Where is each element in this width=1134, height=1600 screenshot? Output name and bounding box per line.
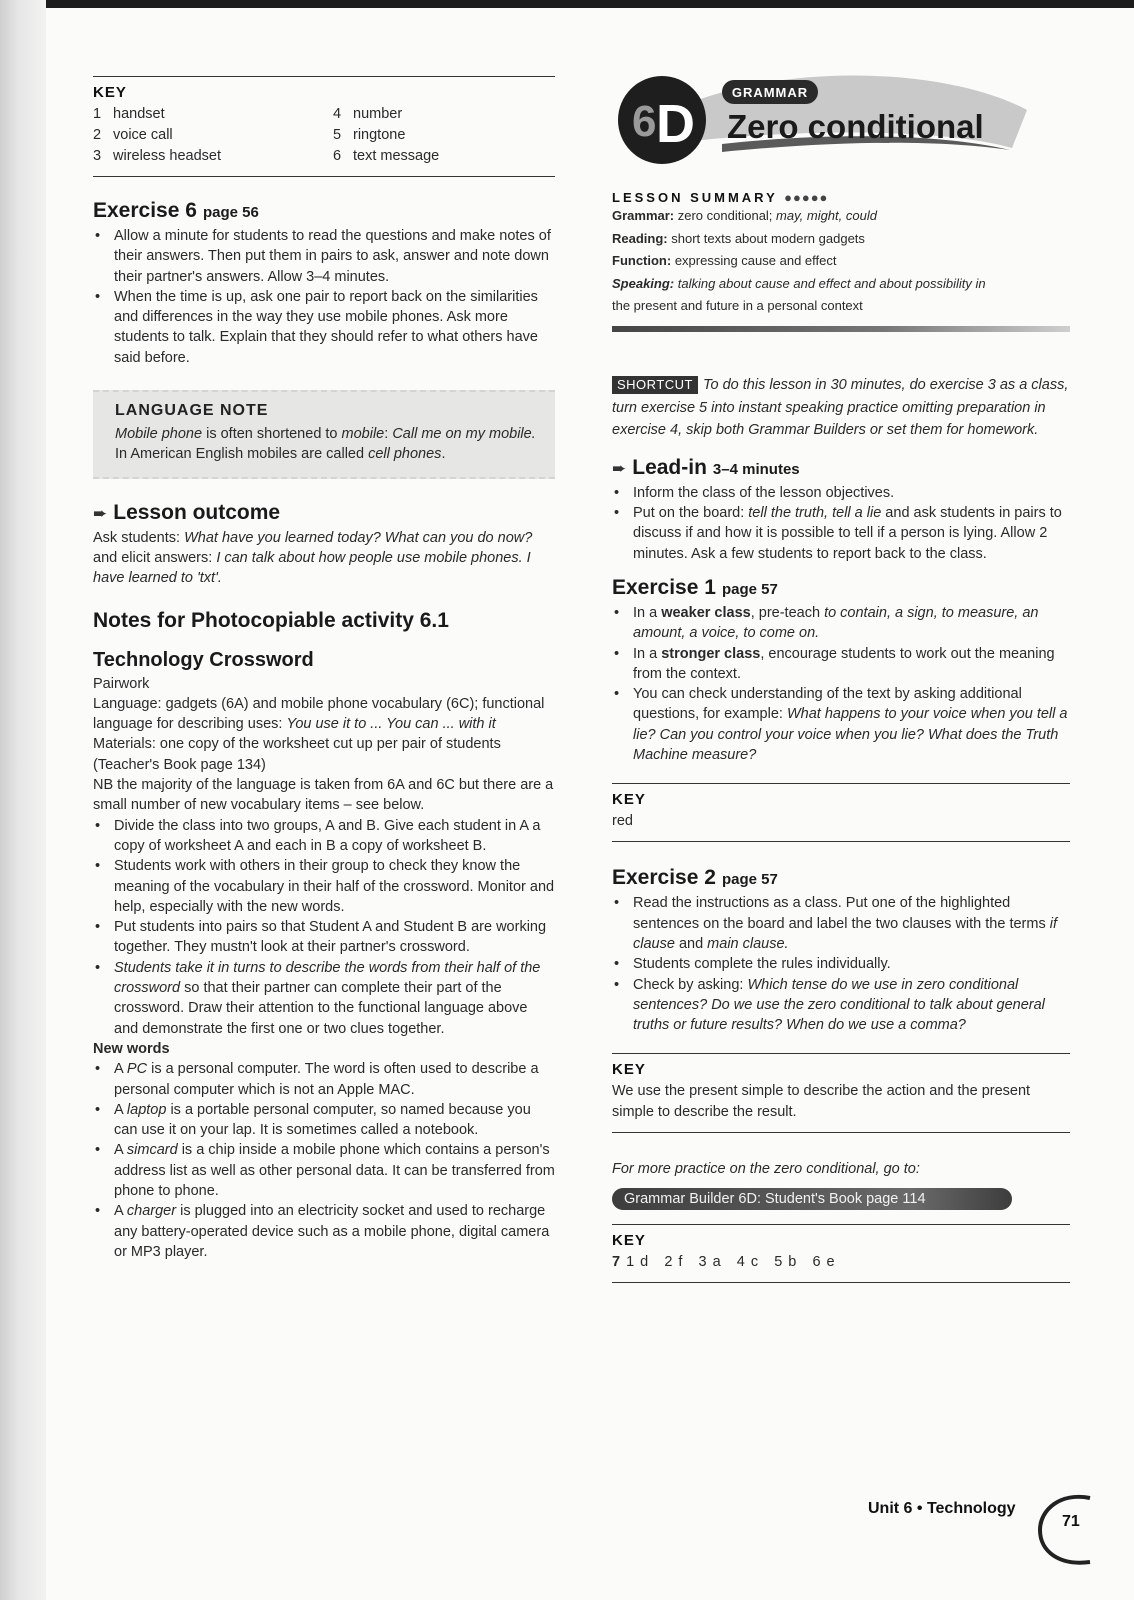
crossword-mode: Pairwork xyxy=(93,675,150,692)
lesson-badge xyxy=(612,70,1052,170)
crossword-nb: NB the majority of the language is taken from 6A and 6C but there are a small number of new vocabulary items – see below. xyxy=(93,777,554,814)
lesson-outcome-section xyxy=(93,501,555,589)
key-title: KEY xyxy=(93,84,127,101)
new-words-heading: New words xyxy=(93,1040,170,1057)
key-item: 4 number xyxy=(333,106,403,122)
key-item: 5 ringtone xyxy=(333,127,406,143)
exercise-1-bullets xyxy=(612,603,1070,765)
shortcut-tag: SHORTCUT xyxy=(612,376,698,394)
more-practice-text: For more practice on the zero conditional, go to: xyxy=(612,1161,920,1178)
list-item: • Students work with others in their group to check they know the meaning of the vocabulary in their half of the crossword. Monitor and help, especially with the new words. xyxy=(93,856,555,917)
key-item: 3 wireless headset xyxy=(93,148,221,164)
crossword-bullets xyxy=(93,816,555,1039)
grammar-label: GRAMMAR xyxy=(731,85,809,100)
key-box-1 xyxy=(93,76,555,177)
new-words-list xyxy=(93,1059,555,1262)
key-title: KEY xyxy=(612,1231,646,1249)
language-note-box xyxy=(93,390,555,479)
book-spine-shadow xyxy=(0,0,46,1600)
exercise-1-section xyxy=(612,576,1070,765)
exercise-2-section xyxy=(612,866,1070,1035)
crossword-section xyxy=(93,649,555,1263)
summary-line: the present and future in a personal context xyxy=(612,298,863,314)
exercise-2-bullets xyxy=(612,893,1070,1035)
summary-line: Speaking: talking about cause and effect and about possibility in xyxy=(612,275,986,291)
key-title: KEY xyxy=(612,1061,646,1079)
summary-line: Reading: short texts about modern gadgets xyxy=(612,230,865,246)
lead-in-bullets xyxy=(612,483,1070,564)
page-footer-unit: Unit 6 • Technology xyxy=(868,1500,1016,1517)
list-item: • Inform the class of the lesson objectives. xyxy=(612,483,1070,503)
list-item: • In a stronger class, encourage students to work out the meaning from the context. xyxy=(612,644,1070,685)
exercise-6-section xyxy=(93,199,555,368)
list-item: • Students complete the rules individually. xyxy=(612,954,1070,974)
key-item: 6 text message xyxy=(333,148,440,164)
list-item: • Read the instructions as a class. Put one of the highlighted sentences on the board and label the two clauses with the terms if clause and main clause. xyxy=(612,893,1070,954)
crossword-materials: Materials: one copy of the worksheet cut up per pair of students (Teacher's Book page 134) xyxy=(93,736,501,773)
grammar-builder-link: Grammar Builder 6D: Student's Book page 114 xyxy=(612,1188,1012,1210)
list-item: • Allow a minute for students to read the questions and make notes of their answers. Then put them in pairs to ask, answer and note down their partner's answers. Allow 3–4 minutes. xyxy=(93,226,555,287)
list-item: • Divide the class into two groups, A and B. Give each student in A a copy of worksheet A and each in B a copy of worksheet B. xyxy=(93,816,555,857)
list-item: • Put on the board: tell the truth, tell a lie and ask students in pairs to discuss if and how it is possible to tell if a person is lying. Allow 2 minutes. Ask a few students to report back to the class. xyxy=(612,503,1070,564)
list-item: • A PC is a personal computer. The word is often used to describe a personal computer which is not an Apple MAC. xyxy=(93,1059,555,1100)
key-box-4 xyxy=(612,1224,1070,1283)
difficulty-dots: ●●●●● xyxy=(784,190,829,205)
list-item: • Students take it in turns to describe the words from their half of the crossword so that their partner can complete their part of the crossword. Draw their attention to the functional language above and demonstrate the first one or two clues together. xyxy=(93,958,555,1039)
arrow-right-icon: ➨ xyxy=(612,458,627,478)
page-number-badge xyxy=(1030,1490,1120,1570)
lesson-outcome-heading: ➨ Lesson outcome xyxy=(93,500,281,524)
badge-unit-number: 6 xyxy=(632,97,657,146)
list-item: • Put students into pairs so that Student A and Student B are working together. They mustn't look at their partner's crossword. xyxy=(93,917,555,958)
summary-line: Function: expressing cause and effect xyxy=(612,253,837,269)
list-item: • A laptop is a portable personal computer, so named because you can use it on your lap. It is sometimes called a notebook. xyxy=(93,1100,555,1141)
lead-in-heading: ➨ Lead-in 3–4 minutes xyxy=(612,455,800,479)
list-item: • A simcard is a chip inside a mobile phone which contains a person's address list as well as other personal data. It can be transferred from phone to phone. xyxy=(93,1140,555,1201)
list-item: • When the time is up, ask one pair to report back on the similarities and differences in the way they use mobile phones. Ask more students to talk. Explain that they should refer to what others have said before. xyxy=(93,287,555,368)
list-item: • You can check understanding of the text by asking additional questions, for example: What happens to your voice when you tell a lie? Can you control your voice when you lie? What does the Truth Machine measure? xyxy=(612,684,1070,765)
list-item: • A charger is plugged into an electricity socket and used to recharge any battery-operated device such as a mobile phone, digital camera or MP3 player. xyxy=(93,1201,555,1262)
exercise-6-heading: Exercise 6 page 56 xyxy=(93,199,259,222)
lesson-title: Zero conditional xyxy=(727,108,984,145)
key-box-2 xyxy=(612,783,1070,842)
language-note-text: Mobile phone is often shortened to mobile: Call me on my mobile. In American English mobiles are called cell phones. xyxy=(115,426,536,463)
summary-divider xyxy=(612,326,1070,332)
key-list xyxy=(93,104,555,167)
exercise-6-bullets xyxy=(93,226,555,368)
arrow-right-icon: ➨ xyxy=(93,503,108,523)
exercise-1-heading: Exercise 1 page 57 xyxy=(612,575,778,599)
key-text: We use the present simple to describe the action and the present simple to describe the result. xyxy=(612,1083,1031,1121)
right-column xyxy=(612,190,1070,1283)
key-box-3 xyxy=(612,1053,1070,1133)
summary-line: Grammar: zero conditional; may, might, could xyxy=(612,208,877,223)
list-item: • In a weaker class, pre-teach to contain, a sign, to measure, an amount, a voice, to come on. xyxy=(612,603,1070,644)
left-column xyxy=(93,76,555,1262)
key-item: 2 voice call xyxy=(93,127,173,143)
lesson-summary xyxy=(612,190,1070,332)
list-item: • Check by asking: Which tense do we use in zero conditional sentences? Do we use the zero conditional to talk about general truths or future results? When do we use a comma? xyxy=(612,975,1070,1036)
language-note-title: LANGUAGE NOTE xyxy=(115,402,269,420)
notes-heading: Notes for Photocopiable activity 6.1 xyxy=(93,608,449,632)
key-item: 1 handset xyxy=(93,106,165,122)
key-title: KEY xyxy=(612,791,646,809)
page-number: 71 xyxy=(1062,1513,1080,1530)
lesson-outcome-text: Ask students: What have you learned today? What can you do now? and elicit answers: I can talk about how people use mobile phones. I have learned to 'txt'. xyxy=(93,529,533,587)
lead-in-section xyxy=(612,456,1070,564)
badge-letter: D xyxy=(656,94,695,154)
exercise-2-heading: Exercise 2 page 57 xyxy=(612,866,778,890)
page-top-edge xyxy=(0,0,1134,8)
crossword-heading: Technology Crossword xyxy=(93,648,314,671)
crossword-language: Language: gadgets (6A) and mobile phone vocabulary (6C); functional language for describing uses: You use it to ... You can ... with it xyxy=(93,695,545,733)
lesson-summary-title: LESSON SUMMARY ●●●●● xyxy=(612,190,829,205)
key-text: 7 1 d 2 f 3 a 4 c 5 b 6 e xyxy=(612,1253,836,1270)
shortcut-note: SHORTCUT To do this lesson in 30 minutes, do exercise 3 as a class, turn exercise 5 into instant speaking practice omitting preparation in exercise 4, skip both Grammar Builders or set them for homework. xyxy=(612,376,1069,439)
key-text: red xyxy=(612,813,633,830)
